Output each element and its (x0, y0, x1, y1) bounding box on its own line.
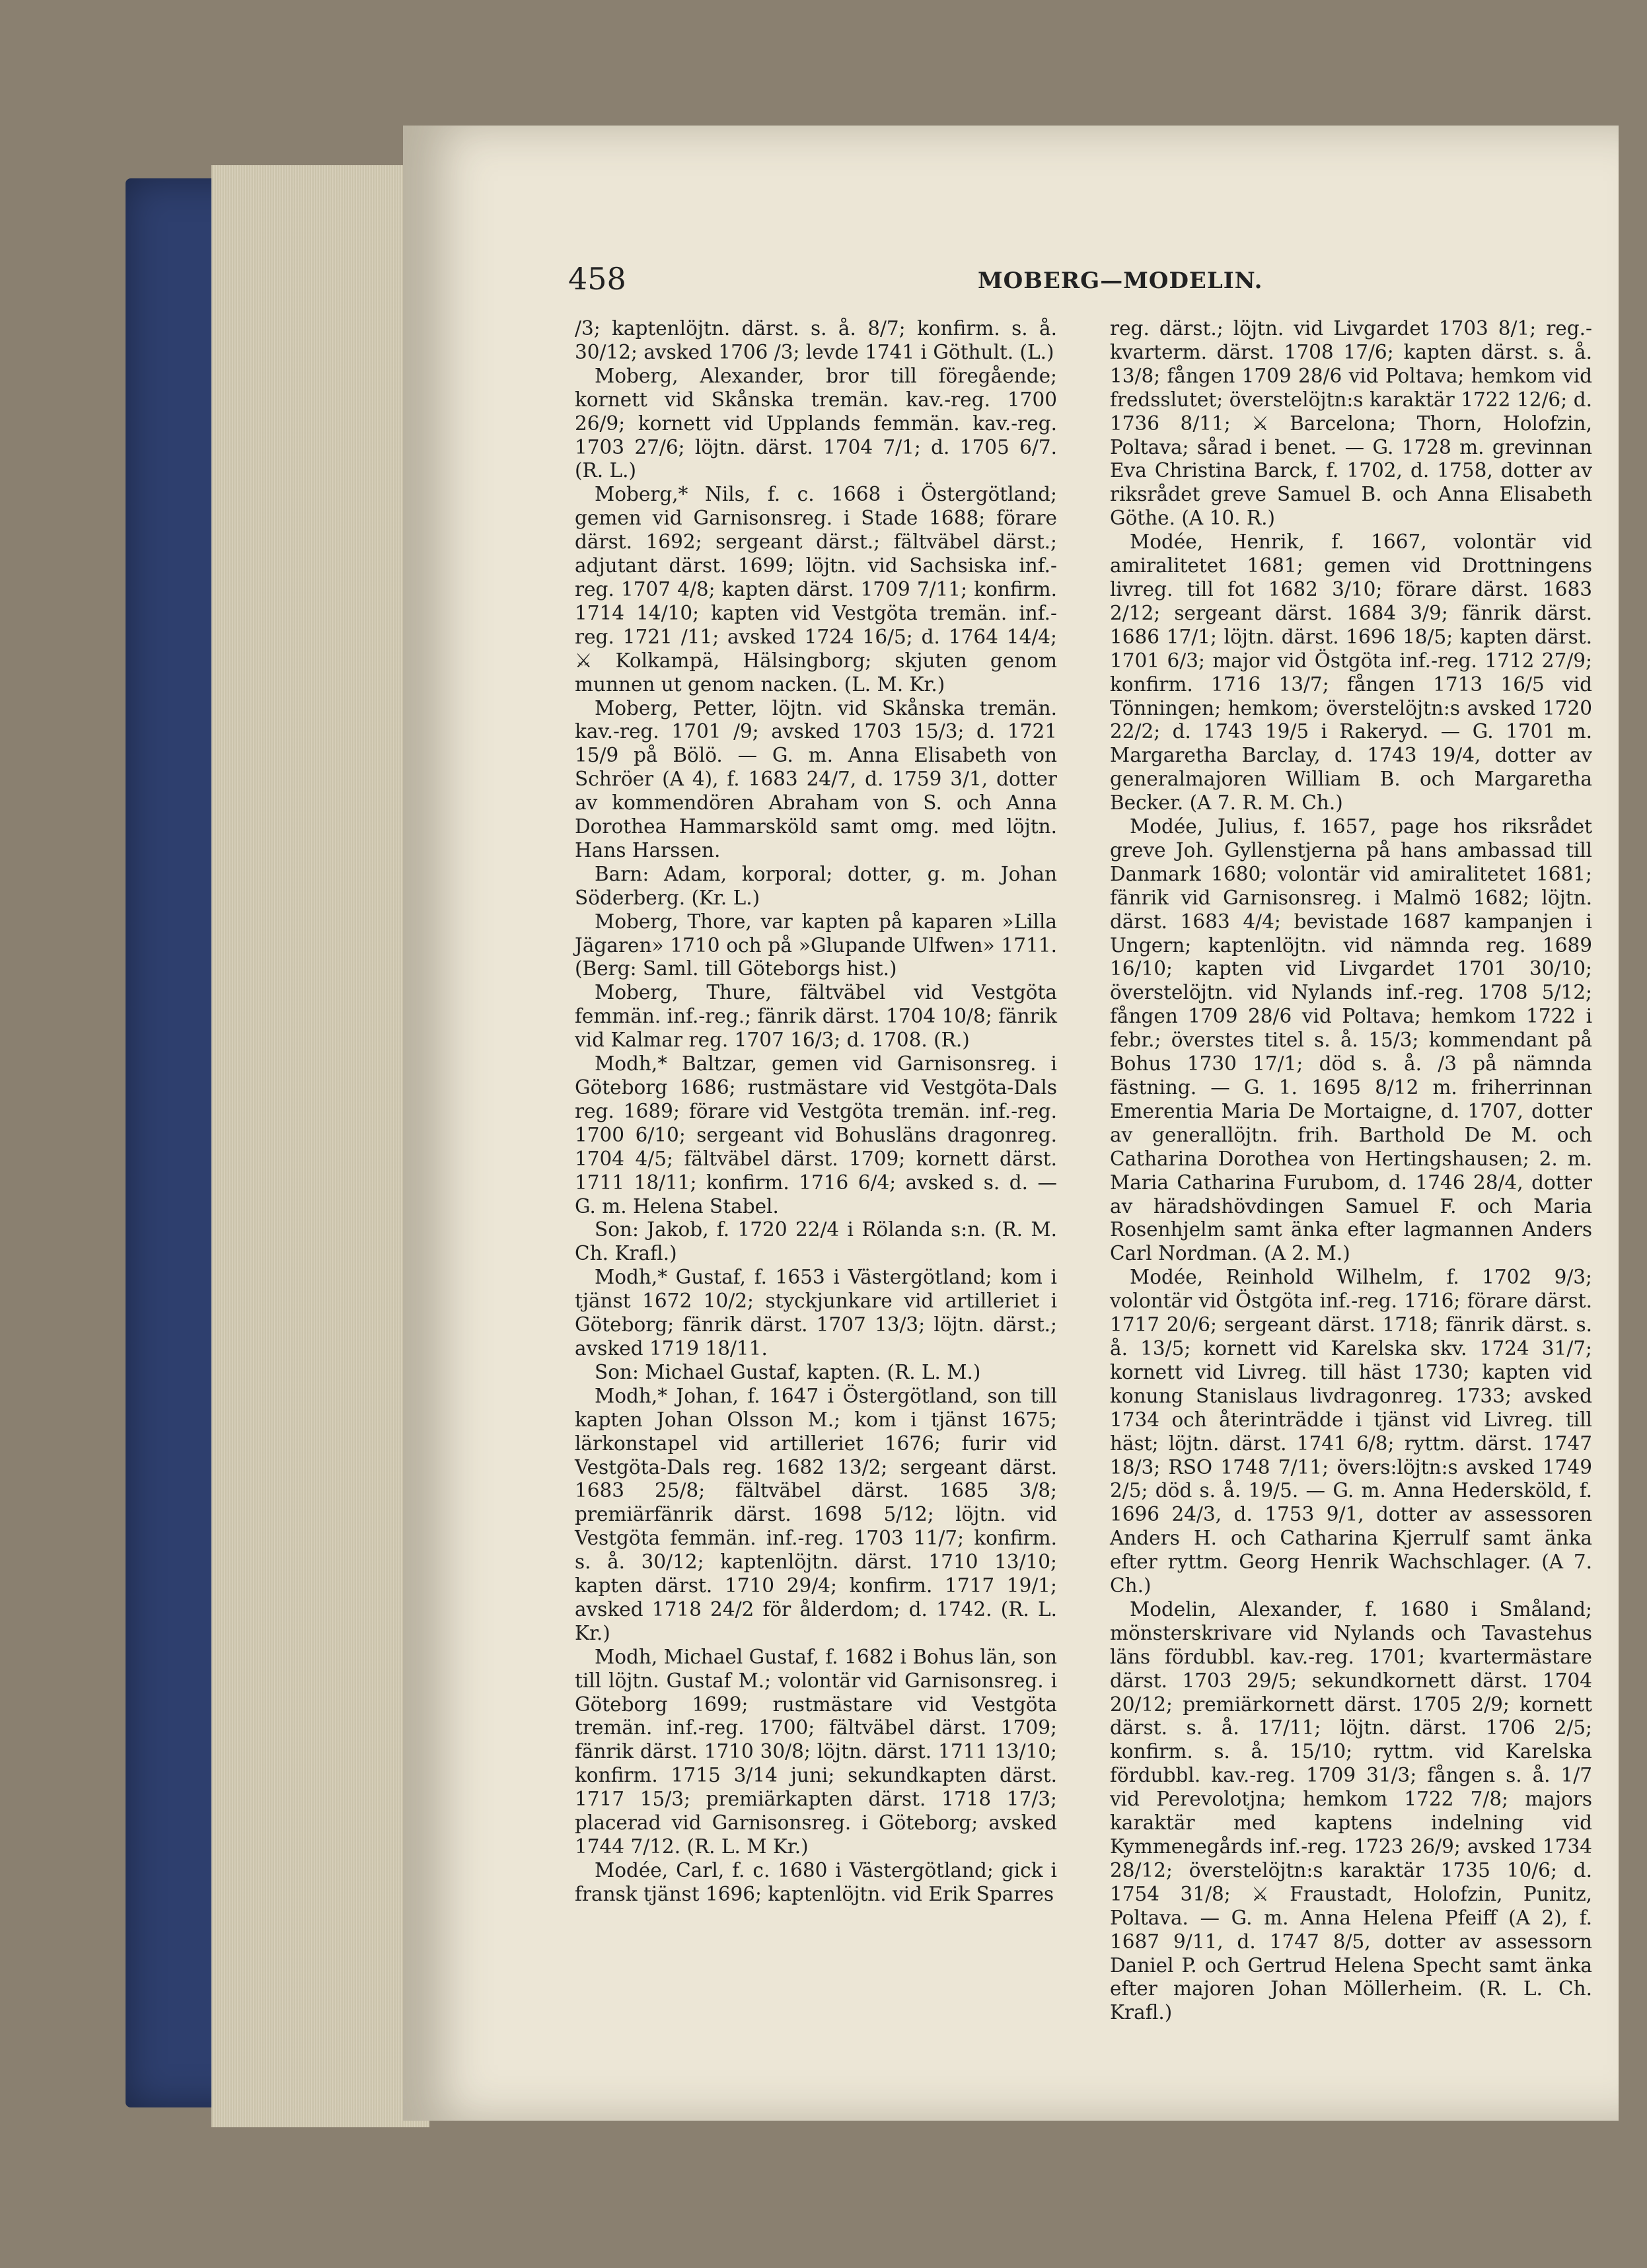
entry-modh-gustaf: Modh,* Gustaf, f. 1653 i Västergötland; kom i tjänst 1672 10/2; styckjunkare vid artilleriet i Göteborg; fänrik därst. 1707 13/3; löjtn. därst.; avsked 1719 18/11. (575, 1266, 1057, 1360)
page-edges (211, 165, 429, 2127)
entry-moberg-thore: Moberg, Thore, var kapten på kaparen »Lilla Jägaren» 1710 och på »Glupande Ulfwen» 1711. (Berg: Saml. till Göteborgs hist.) (575, 910, 1057, 980)
entry-modee-julius: Modée, Julius, f. 1657, page hos riksrådet greve Joh. Gyllenstjerna på hans ambassad till Danmark 1680; volontär vid amiralitetet 1681; fänrik vid Garnisonsreg. i Malmö 1682; löjtn. därst. 1683 4/4; bevistade 1687 kampanjen i Ungern; kaptenlöjtn. vid nämnda reg. 1689 16/10; kapten vid Livgardet 1701 30/10; överstelöjtn. vid Nylands inf.-reg. 1708 5/12; fången 1709 28/6 vid Poltava; hemkom 1722 i febr.; överstes titel s. å. 15/3; kommendant på Bohus 1730 17/1; död s. å. /3 på nämnda fästning. — G. 1. 1695 8/12 m. friherrinnan Emerentia Maria De Mortaigne, d. 1707, dotter av generallöjtn. frih. Barthold De M. och Catharina Dorothea von Hertingshausen; 2. m. Maria Catharina Furubom, d. 1746 28/4, dotter av häradshövdingen Samuel F. och Maria Rosenhjelm samt änka efter lagmannen Anders Carl Nordman. (A 2. M.) (1110, 815, 1592, 1265)
entry-moberg-petter-children: Barn: Adam, korporal; dotter, g. m. Johan Söderberg. (Kr. L.) (575, 862, 1057, 909)
entry-modee-carl: Modée, Carl, f. c. 1680 i Västergötland; gick i fransk tjänst 1696; kaptenlöjtn. vid Erik Sparres (575, 1858, 1057, 1905)
entry-modh-gustaf-son: Son: Michael Gustaf, kapten. (R. L. M.) (595, 1360, 981, 1383)
entry-modee-carl-continued: reg. därst.; löjtn. vid Livgardet 1703 8/1; reg.-kvarterm. därst. 1708 17/6; kapten därst. s. å. 13/8; fången 1709 28/6 vid Poltava; hemkom vid fredsslutet; överstelöjtn:s karaktär 1722 12/6; d. 1736 8/11; ⚔ Barcelona; Thorn, Holofzin, Poltava; sårad i benet. — G. 1728 m. grevinnan Eva Christina Barck, f. 1702, d. 1758, dotter av riksrådet greve Samuel B. och Anna Elisabeth Göthe. (A 10. R.) (1110, 317, 1592, 530)
entry-moberg-thure: Moberg, Thure, fältväbel vid Vestgöta femmän. inf.-reg.; fänrik därst. 1704 10/8; fänrik vid Kalmar reg. 1707 16/3; d. 1708. (R.) (575, 981, 1057, 1052)
page-header (568, 261, 1546, 301)
entry-modee-henrik: Modée, Henrik, f. 1667, volontär vid amiralitetet 1681; gemen vid Drottningens livreg. till fot 1682 3/10; förare därst. 1683 2/12; sergeant därst. 1684 3/9; fänrik därst. 1686 17/1; löjtn. därst. 1696 18/5; kapten därst. 1701 6/3; major vid Östgöta inf.-reg. 1712 27/9; konfirm. 1716 13/7; fången 1713 16/5 vid Tönningen; hemkom; överstelöjtn:s avsked 1720 22/2; d. 1743 19/5 i Rakeryd. — G. 1701 m. Margaretha Barclay, d. 1743 19/4, dotter av generalmajoren William B. och Margaretha Becker. (A 7. R. M. Ch.) (1110, 530, 1592, 815)
entry-continuation: /3; kaptenlöjtn. därst. s. å. 8/7; konfirm. s. å. 30/12; avsked 1706 /3; levde 1741 i Göthult. (L.) (575, 317, 1057, 363)
entry-modelin-alexander: Modelin, Alexander, f. 1680 i Småland; mönsterskrivare vid Nylands och Tavastehus läns fördubbl. kav.-reg. 1701; kvartermästare därst. 1703 29/5; sekundkornett därst. 1704 20/12; premiärkornett därst. 1705 2/9; kornett därst. s. å. 17/11; löjtn. därst. 1706 2/5; konfirm. s. å. 15/10; ryttm. vid Karelska fördubbl. kav.-reg. 1709 31/3; fången s. å. 1/7 vid Perevolotjna; hemkom 1722 7/8; majors karaktär med kaptens indelning vid Kymmenegårds inf.-reg. 1723 26/9; avsked 1734 28/12; överstelöjtn:s karaktär 1735 10/6; d. 1754 31/8; ⚔ Fraustadt, Holofzin, Punitz, Poltava. — G. m. Anna Helena Pfeiff (A 2), f. 1687 9/11, d. 1747 8/5, dotter av assessorn Daniel P. och Gertrud Helena Specht samt änka efter majoren Johan Möllerheim. (R. L. Ch. Krafl.) (1110, 1597, 1592, 2024)
right-column (1110, 317, 1592, 2024)
entry-moberg-alexander: Moberg, Alexander, bror till föregående; kornett vid Skånska tremän. kav.-reg. 1700 26/9; kornett vid Upplands femmän. kav.-reg. 1703 27/6; löjtn. därst. 1704 7/1; d. 1705 6/7. (R. L.) (575, 364, 1057, 482)
entry-moberg-nils: Moberg,* Nils, f. c. 1668 i Östergötland; gemen vid Garnisonsreg. i Stade 1688; förare därst. 1692; sergeant därst.; fältväbel därst.; adjutant därst. 1699; löjtn. vid Sachsiska inf.-reg. 1707 4/8; kapten därst. 1709 7/11; konfirm. 1714 14/10; kapten vid Vestgöta tremän. inf.-reg. 1721 /11; avsked 1724 16/5; d. 1764 14/4; ⚔ Kolkampä, Hälsingborg; skjuten genom munnen ut genom nacken. (L. M. Kr.) (575, 483, 1057, 696)
running-head: MOBERG—MODELIN. (978, 268, 1263, 294)
entry-modh-johan: Modh,* Johan, f. 1647 i Östergötland, son till kapten Johan Olsson M.; kom i tjänst 1675; lärkonstapel vid artilleriet 1676; furir vid Vestgöta-Dals reg. 1682 13/2; sergeant därst. 1683 25/8; fältväbel därst. 1685 3/8; premiärfänrik därst. 1698 5/12; löjtn. vid Vestgöta femmän. inf.-reg. 1703 11/7; konfirm. s. å. 30/12; kaptenlöjtn. därst. 1710 13/10; kapten därst. 1710 29/4; konfirm. 1717 19/1; avsked 1718 24/2 för ålderdom; d. 1742. (R. L. Kr.) (575, 1384, 1057, 1644)
page-number: 458 (568, 261, 626, 297)
left-column (575, 317, 1057, 1905)
entry-modee-reinhold-wilhelm: Modée, Reinhold Wilhelm, f. 1702 9/3; volontär vid Östgöta inf.-reg. 1716; förare därst. 1717 20/6; sergeant därst. 1718; fänrik därst. s. å. 13/5; kornett vid Karelska skv. 1724 31/7; kornett vid Livreg. till häst 1730; kapten vid konung Stanislaus livdragonreg. 1733; avsked 1734 och återinträdde i tjänst vid Livreg. till häst; löjtn. därst. 1741 6/8; ryttm. därst. 1747 18/3; RSO 1748 7/11; övers:löjtn:s avsked 1749 2/5; död s. å. 19/5. — G. m. Anna Hedersköld, f. 1696 24/3, d. 1753 9/1, dotter av assessoren Anders H. och Catharina Kjerrulf samt änka efter ryttm. Georg Henrik Wachschlager. (A 7. Ch.) (1110, 1266, 1592, 1597)
entry-modh-baltzar-son: Son: Jakob, f. 1720 22/4 i Rölanda s:n. (R. M. Ch. Krafl.) (575, 1218, 1057, 1265)
entry-modh-baltzar: Modh,* Baltzar, gemen vid Garnisonsreg. i Göteborg 1686; rustmästare vid Vestgöta-Dals reg. 1689; förare vid Vestgöta tremän. inf.-reg. 1700 6/10; sergeant vid Bohusläns dragonreg. 1704 4/5; fältväbel därst. 1709; kornett därst. 1711 18/11; konfirm. 1716 6/4; avsked s. d. — G. m. Helena Stabel. (575, 1052, 1057, 1218)
entry-moberg-petter: Moberg, Petter, löjtn. vid Skånska tremän. kav.-reg. 1701 /9; avsked 1703 15/3; d. 1721 15/9 på Bölö. — G. m. Anna Elisabeth von Schröer (A 4), f. 1683 24/7, d. 1759 3/1, dotter av kommendören Abraham von S. och Anna Dorothea Hammarsköld samt omg. med löjtn. Hans Harssen. (575, 696, 1057, 861)
entry-modh-michael-gustaf: Modh, Michael Gustaf, f. 1682 i Bohus län, son till löjtn. Gustaf M.; volontär vid Garnisonsreg. i Göteborg 1699; rustmästare vid Vestgöta tremän. inf.-reg. 1700; fältväbel därst. 1709; fänrik därst. 1710 30/8; löjtn. därst. 1711 13/10; konfirm. 1715 3/14 juni; sekundkapten därst. 1717 15/3; premiärkapten därst. 1718 17/3; placerad vid Garnisonsreg. i Göteborg; avsked 1744 7/12. (R. L. M Kr.) (575, 1645, 1057, 1858)
